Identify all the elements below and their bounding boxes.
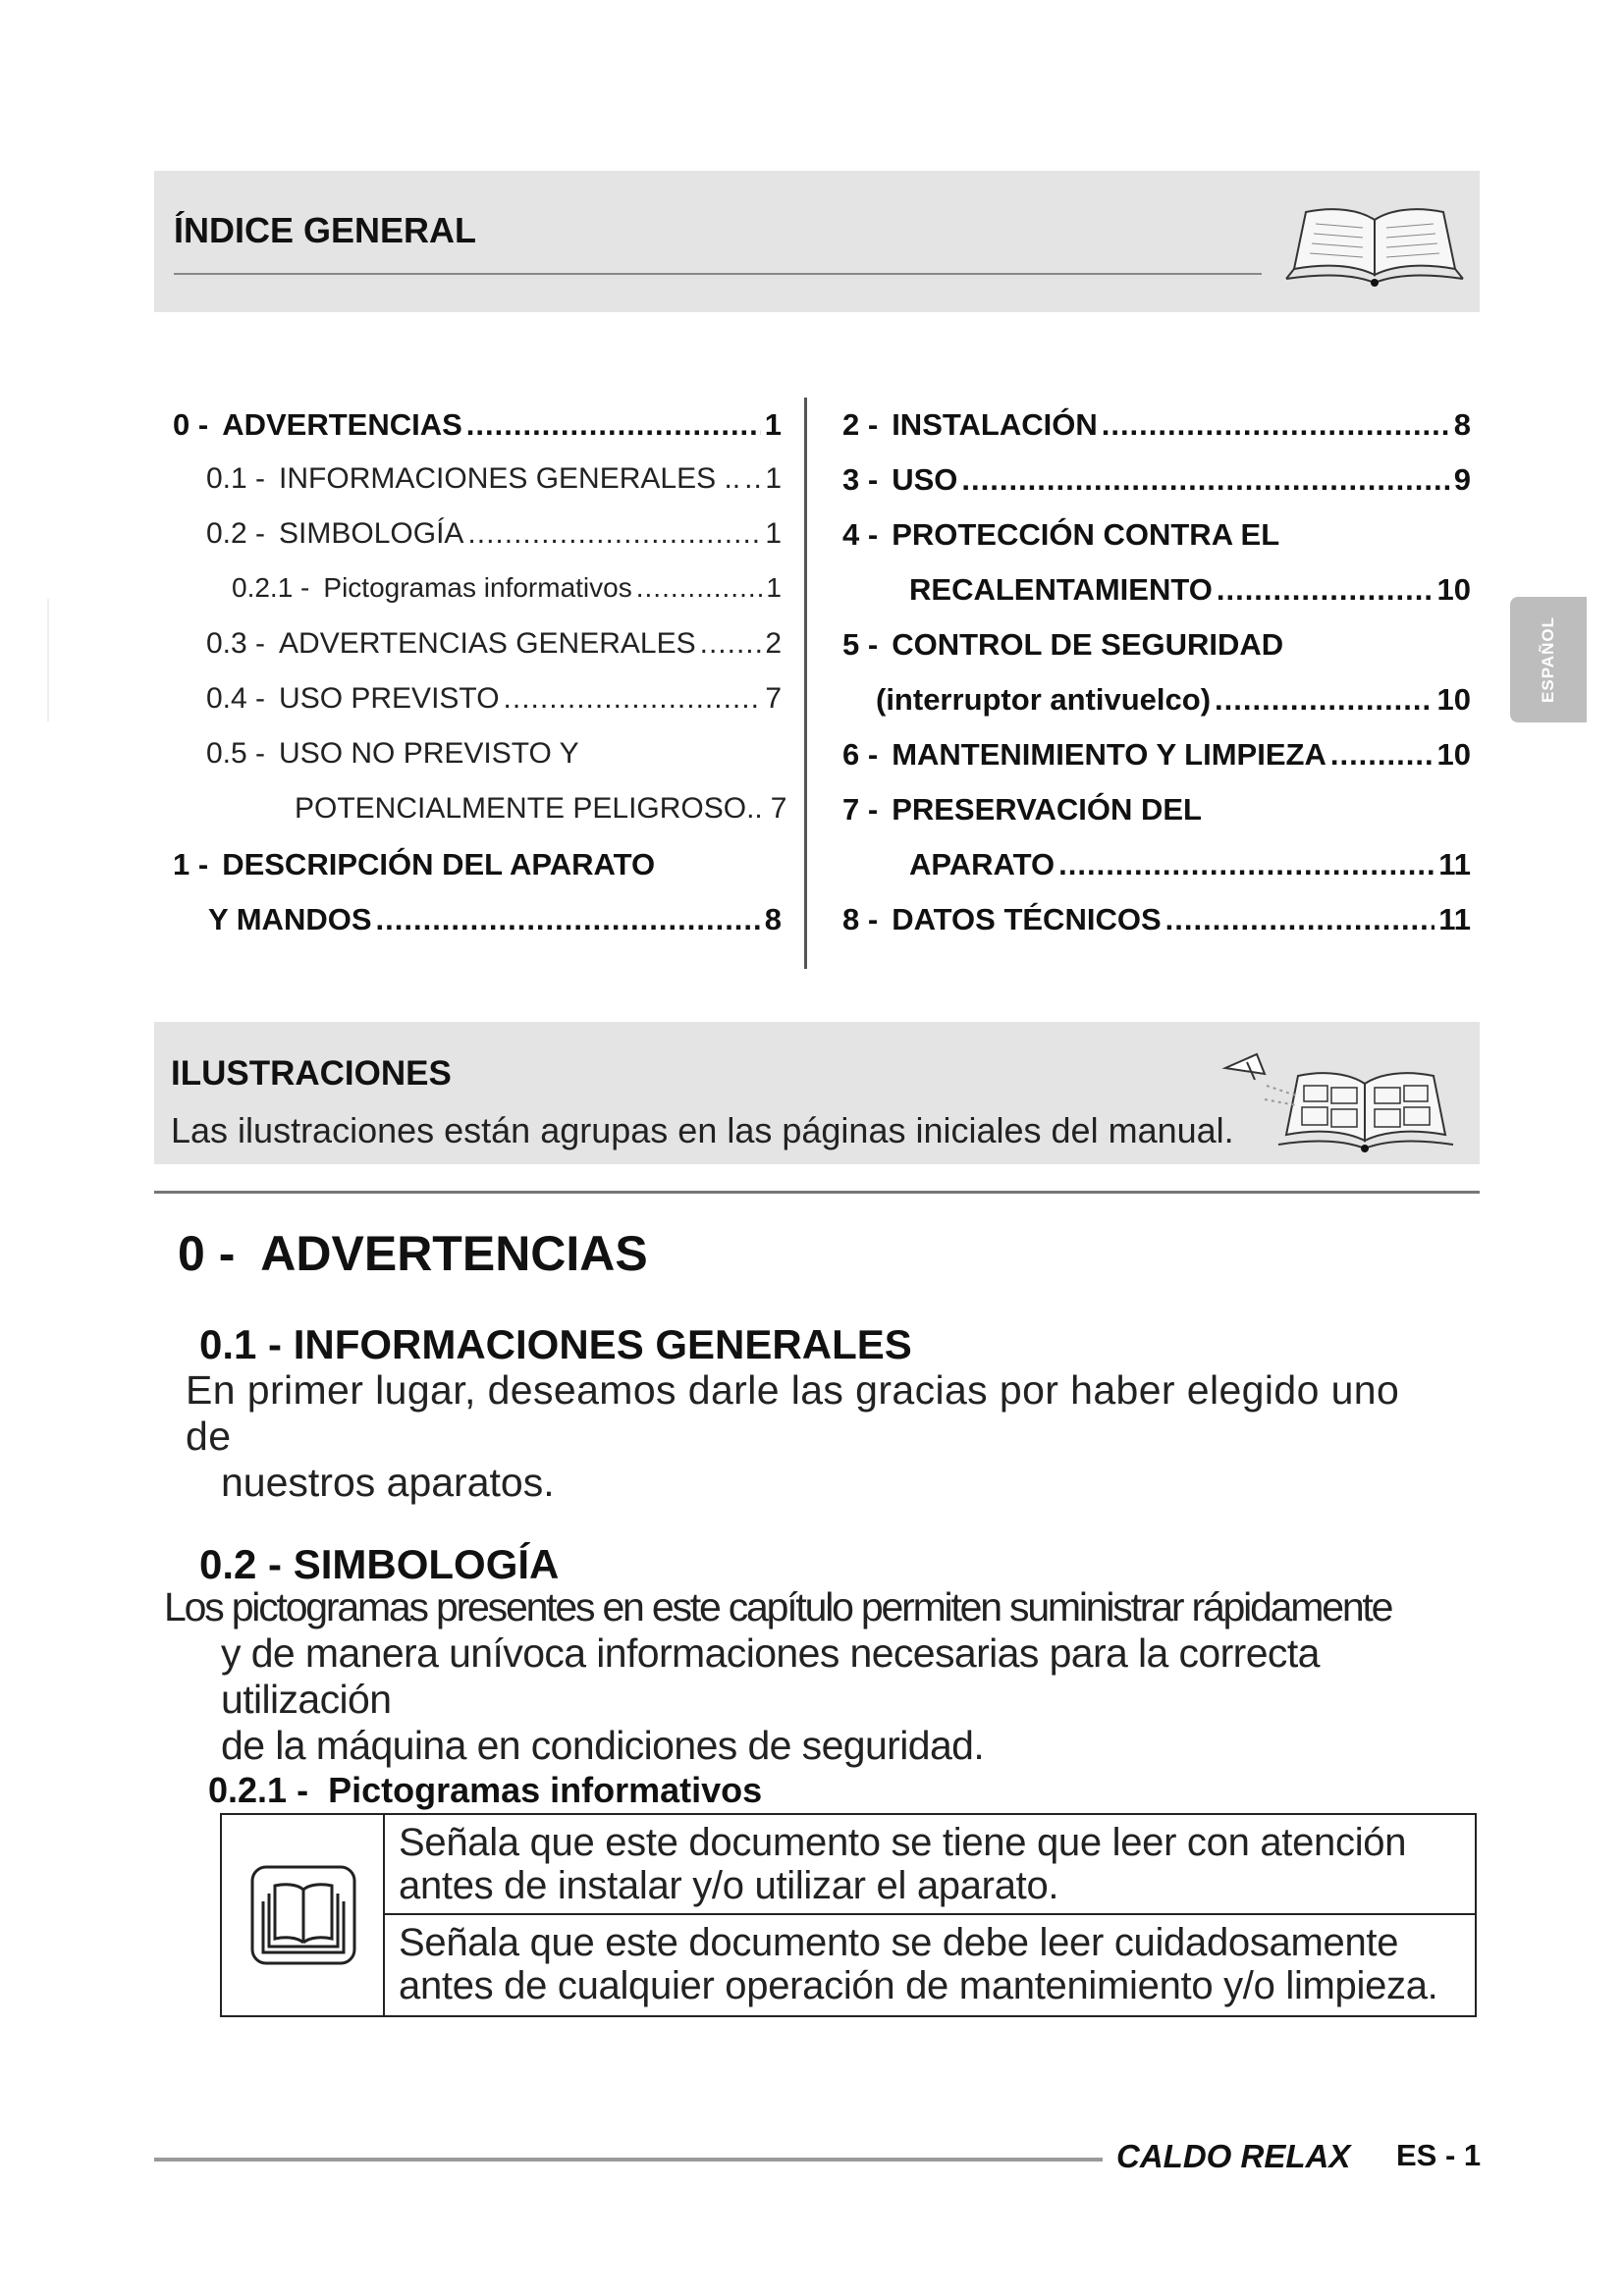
toc-entry — [842, 627, 1471, 682]
illustrated-manual-icon — [1218, 1046, 1478, 1154]
toc-leader-dots — [376, 902, 761, 937]
toc-entry — [842, 517, 1471, 572]
page-edge-mark — [47, 599, 49, 721]
toc-entry-number: 3 - — [842, 462, 879, 497]
toc-entry-number: 0.4 - — [206, 682, 266, 715]
paragraph-line: En primer lugar, deseamos darle las gracias por haber elegido uno de — [186, 1367, 1400, 1459]
toc-entry-page: 10 — [1436, 737, 1471, 772]
toc-entry — [842, 902, 1471, 957]
paragraph-line: nuestros aparatos. — [221, 1460, 555, 1505]
toc-entry — [173, 517, 782, 572]
toc-leader-dots — [466, 407, 761, 443]
toc-entry-title: USO — [892, 462, 958, 497]
toc-entry-title: ADVERTENCIAS — [222, 407, 462, 442]
toc-entry-page: 1 — [765, 517, 782, 550]
toc-leader-dots — [1058, 847, 1435, 882]
toc-entry-page: 7 — [765, 682, 782, 715]
toc-entry-title: INSTALACIÓN — [892, 407, 1098, 442]
pictogram-table — [220, 1813, 1477, 2017]
toc-entry-page: 10 — [1436, 572, 1471, 607]
pictogram-description: Señala que este documento se debe leer cuidadosamente antes de cualquier operación de mantenimiento y/o limpieza. — [399, 1921, 1438, 2007]
illustrations-title: ILUSTRACIONES — [171, 1054, 452, 1093]
toc-leader-dots — [700, 627, 762, 661]
toc-entry-page: 11 — [1438, 847, 1471, 881]
toc-entry-title: DATOS TÉCNICOS — [892, 902, 1162, 936]
footer-rule — [154, 2158, 1103, 2162]
toc-entry-number: 6 - — [842, 737, 879, 772]
toc-entry — [173, 627, 782, 682]
toc-entry — [173, 572, 782, 627]
toc-entry-number: 0 - — [173, 407, 209, 442]
page-number: ES - 1 — [1396, 2138, 1482, 2172]
pictogram-row-read-before-maintenance — [385, 1915, 1475, 2015]
toc-entry-title: APARATO — [909, 847, 1056, 881]
toc-entry — [842, 407, 1471, 462]
paragraph-line: Los pictogramas presentes en este capítulo permiten suministrar rápidamente — [164, 1584, 1392, 1629]
toc-leader-dots — [1215, 682, 1434, 718]
toc-entry — [842, 462, 1471, 517]
section-0-2-paragraph — [164, 1584, 1485, 1769]
toc-left-column — [173, 407, 787, 957]
toc-leader-dots — [961, 462, 1449, 498]
toc-entry-number: 0.5 - — [206, 737, 266, 770]
toc-entry-number: 0.3 - — [206, 627, 266, 660]
index-title: ÍNDICE GENERAL — [174, 210, 477, 250]
language-tab-label: ESPAÑOL — [1539, 616, 1557, 703]
pictogram-row-read-before-install — [385, 1815, 1475, 1915]
toc-entry-page: 1 — [764, 407, 782, 442]
toc-leader-dots — [1102, 407, 1450, 443]
toc-entry-title: (interruptor antivuelco) — [876, 682, 1212, 717]
illustrations-bottom-rule — [154, 1191, 1480, 1194]
toc-entry-page: 1 — [765, 462, 782, 495]
toc-entry-title: USO NO PREVISTO Y — [279, 737, 579, 770]
language-side-tab — [1510, 597, 1587, 722]
toc-entry-number: 0.2.1 - — [232, 572, 310, 603]
toc-entry-title: POTENCIALMENTE PELIGROSO.. — [295, 792, 763, 825]
toc-entry-page: 7 — [770, 792, 787, 825]
toc-entry — [173, 737, 782, 792]
toc-right-column — [842, 407, 1471, 957]
toc-entry-title: Y MANDOS — [208, 902, 372, 936]
toc-leader-dots — [467, 517, 761, 551]
toc-entry-number: 1 - — [173, 847, 209, 881]
toc-entry-number: 8 - — [842, 902, 879, 936]
toc-entry — [173, 792, 787, 847]
toc-entry-number: 5 - — [842, 627, 879, 662]
toc-entry — [842, 682, 1471, 737]
section-0-1-heading: 0.1 - INFORMACIONES GENERALES — [199, 1321, 912, 1367]
toc-entry-page: 2 — [765, 627, 782, 660]
section-0-2-heading: 0.2 - SIMBOLOGÍA — [199, 1541, 560, 1587]
toc-entry-number: 2 - — [842, 407, 879, 442]
toc-leader-dots — [636, 572, 763, 604]
toc-entry-page: 1 — [766, 572, 782, 603]
toc-entry-title: SIMBOLOGÍA — [279, 517, 464, 550]
illustrations-text: Las ilustraciones están agrupas en las páginas iniciales del manual. — [171, 1110, 1234, 1150]
pictogram-description: Señala que este documento se tiene que leer con atención antes de instalar y/o utilizar el aparato. — [399, 1821, 1407, 1907]
toc-entry-title: CONTROL DE SEGURIDAD — [892, 627, 1284, 662]
toc-entry-title: MANTENIMIENTO Y LIMPIEZA — [892, 737, 1326, 772]
paragraph-line: y de manera unívoca informaciones necesarias para la correcta utilización — [221, 1630, 1320, 1722]
toc-leader-dots — [504, 682, 762, 716]
toc-entry-page: 10 — [1436, 682, 1471, 717]
toc-entry — [173, 902, 782, 957]
open-book-icon — [1276, 188, 1478, 287]
toc-entry — [173, 462, 782, 517]
toc-entry-title: PROTECCIÓN CONTRA EL — [892, 517, 1280, 552]
toc-entry — [842, 737, 1471, 792]
toc-entry — [173, 682, 782, 737]
section-0-heading: 0 - ADVERTENCIAS — [178, 1226, 648, 1281]
toc-entry-title: ADVERTENCIAS GENERALES — [279, 627, 696, 660]
toc-entry-number: 0.2 - — [206, 517, 266, 550]
toc-entry — [173, 847, 782, 902]
toc-entry — [173, 407, 782, 462]
toc-entry — [842, 792, 1471, 847]
toc-leader-dots — [1165, 902, 1435, 937]
toc-entry-page: 8 — [1453, 407, 1471, 442]
toc-entry-title: INFORMACIONES GENERALES .. — [279, 462, 741, 495]
toc-entry-page: 9 — [1453, 462, 1471, 497]
toc-leader-dots — [744, 462, 761, 496]
toc-entry-title: PRESERVACIÓN DEL — [892, 792, 1202, 827]
toc-divider — [804, 398, 807, 969]
toc-entry-number: 0.1 - — [206, 462, 266, 495]
toc-entry-number: 4 - — [842, 517, 879, 552]
toc-entry-title: USO PREVISTO — [279, 682, 500, 715]
toc-entry-page: 11 — [1438, 902, 1471, 936]
toc-entry-title: DESCRIPCIÓN DEL APARATO — [222, 847, 656, 881]
toc-leader-dots — [1217, 572, 1434, 608]
toc-entry-page: 8 — [764, 902, 782, 936]
section-0-1-paragraph — [186, 1367, 1452, 1506]
toc-entry-title: Pictogramas informativos — [323, 572, 632, 603]
index-title-rule — [174, 273, 1262, 275]
section-0-2-1-heading: 0.2.1 - Pictogramas informativos — [208, 1770, 763, 1810]
paragraph-line: de la máquina en condiciones de seguridad. — [221, 1723, 985, 1768]
footer-brand: CALDO RELAX — [1116, 2138, 1351, 2174]
read-manual-book-icon — [249, 1864, 357, 1966]
toc-entry-title: RECALENTAMIENTO — [909, 572, 1213, 607]
toc-entry — [842, 572, 1471, 627]
toc-entry-number: 7 - — [842, 792, 879, 827]
toc-leader-dots — [1330, 737, 1434, 773]
toc-entry — [842, 847, 1471, 902]
pictogram-icon-cell — [222, 1815, 385, 2015]
